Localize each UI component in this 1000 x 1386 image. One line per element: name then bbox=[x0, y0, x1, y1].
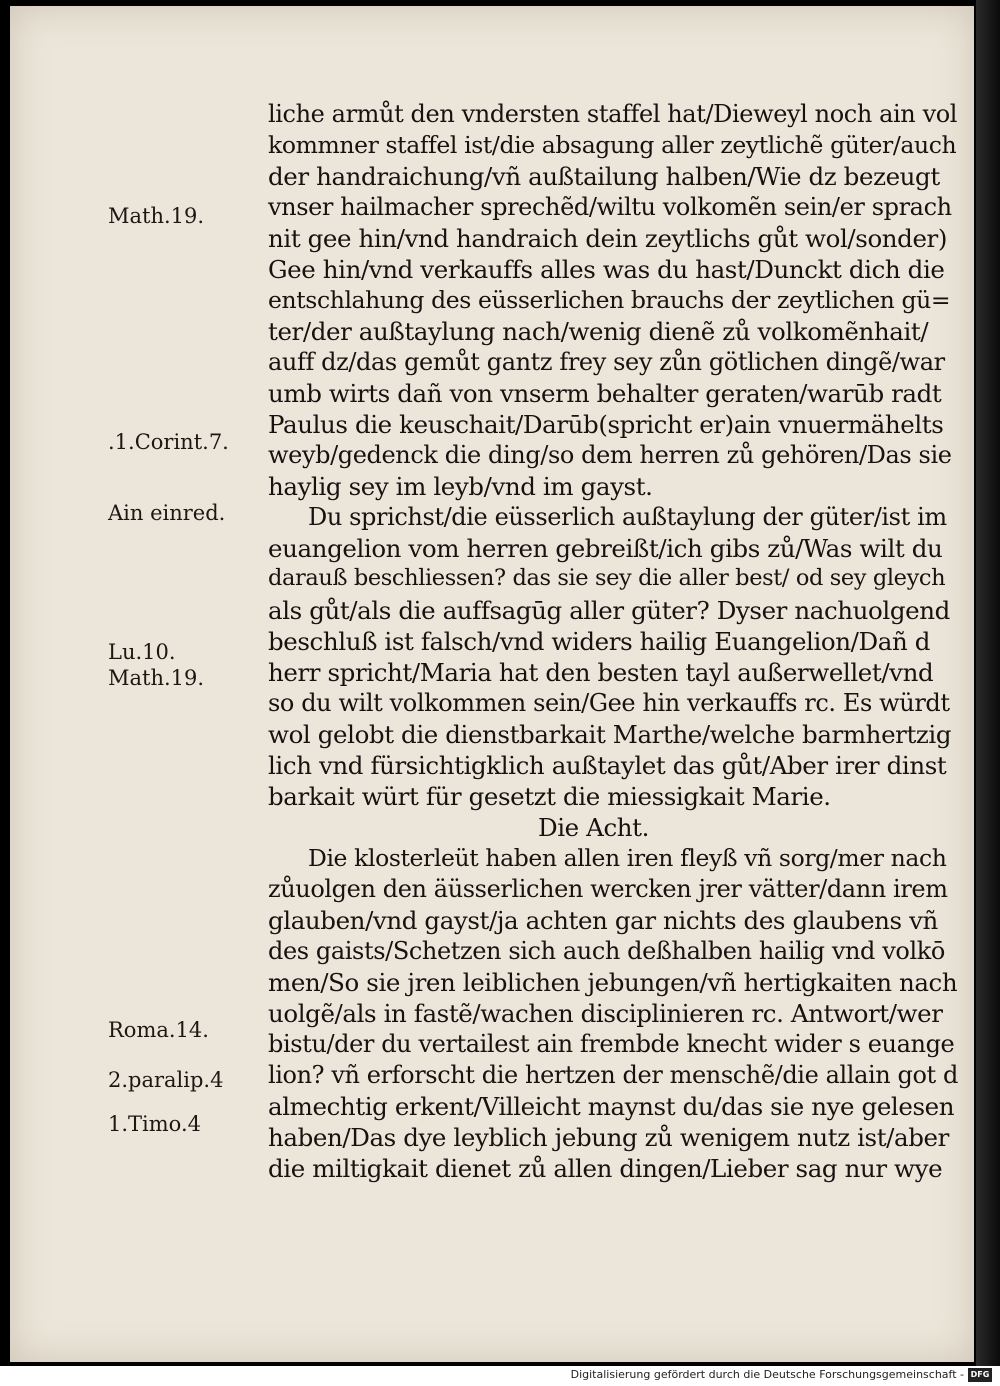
text-line: ter/der außtaylung nach/wenig dienẽ zů volkomẽnhait/ bbox=[268, 317, 929, 346]
book-page bbox=[10, 6, 974, 1362]
text-line: umb wirts dañ von vnserm behalter geraten/warūb radt bbox=[268, 379, 942, 408]
text-line: so du wilt volkommen sein/Gee hin verkauffs rc. Es würdt bbox=[268, 689, 950, 717]
text-line: bistu/der du vertailest ain frembde knecht wider s euange bbox=[268, 1030, 955, 1058]
text-line: liche armůt den vndersten staffel hat/Dieweyl noch ain vol bbox=[268, 100, 958, 128]
text-line: Du sprichst/die eüsserlich außtaylung der güter/ist im bbox=[308, 503, 947, 531]
text-line: die miltigkait dienet zů allen dingen/Lieber sag nur wye bbox=[268, 1154, 943, 1183]
margin-note: Lu.10. bbox=[108, 640, 176, 664]
margin-note: .1.Corint.7. bbox=[108, 430, 229, 454]
margin-note: Math.19. bbox=[108, 666, 205, 690]
text-line: auff dz/das gemůt gantz frey sey zůn götlichen dingẽ/war bbox=[268, 348, 945, 376]
text-line: barkait würt für gesetzt die miessigkait Marie. bbox=[268, 782, 831, 811]
text-line: men/So sie jren leiblichen jebungen/vñ hertigkaiten nach bbox=[268, 968, 958, 997]
text-line: lich vnd fürsichtigklich außtaylet das gůt/Aber irer dinst bbox=[268, 751, 947, 780]
text-line: nit gee hin/vnd handraich dein zeytlichs gůt wol/sonder) bbox=[268, 224, 948, 253]
text-line: Die klosterleüt haben allen iren fleyß vñ sorg/mer nach bbox=[308, 844, 947, 872]
text-line: haylig sey im leyb/vnd im gayst. bbox=[268, 472, 653, 501]
text-line: als gůt/als die auffsagūg aller güter? Dyser nachuolgend bbox=[268, 596, 950, 625]
text-line: almechtig erkent/Villeicht maynst du/das sie nye gelesen bbox=[268, 1092, 955, 1121]
margin-note: 1.Timo.4 bbox=[108, 1112, 201, 1136]
margin-note: 2.paralip.4 bbox=[108, 1068, 224, 1092]
text-line: der handraichung/vñ außtailung halben/Wie dz bezeugt bbox=[268, 162, 940, 191]
text-line: Gee hin/vnd verkauffs alles was du hast/Dunckt dich die bbox=[268, 255, 945, 284]
text-line: herr spricht/Maria hat den besten tayl außerwellet/vnd bbox=[268, 658, 934, 687]
text-line: darauß beschliessen? das sie sey die aller best/ od sey gleych bbox=[268, 565, 946, 591]
text-line: glauben/vnd gayst/ja achten gar nichts des glaubens vñ bbox=[268, 906, 938, 935]
scan-edge bbox=[976, 0, 1000, 1366]
text-line: Paulus die keuschait/Darūb(spricht er)ain vnuermähelts bbox=[268, 410, 944, 439]
text-line: lion? vñ erforscht die hertzen der menschẽ/die allain got d bbox=[268, 1061, 958, 1089]
section-heading: Die Acht. bbox=[538, 813, 649, 842]
margin-note: Roma.14. bbox=[108, 1018, 209, 1042]
margin-note: Math.19. bbox=[108, 204, 205, 228]
margin-note: Ain einred. bbox=[108, 501, 226, 525]
footer-bar bbox=[0, 1366, 1000, 1386]
text-line: zůuolgen den äüsserlichen wercken jrer vätter/dann irem bbox=[268, 875, 948, 903]
text-line: euangelion vom herren gebreißt/ich gibs zů/Was wilt du bbox=[268, 534, 943, 563]
funding-notice: Digitalisierung gefördert durch die Deutsche Forschungsgemeinschaft - bbox=[570, 1368, 964, 1381]
text-line: wol gelobt die dienstbarkait Marthe/welche barmhertzig bbox=[268, 720, 952, 749]
text-line: beschluß ist falsch/vnd widers hailig Euangelion/Dañ d bbox=[268, 627, 931, 656]
text-line: vnser hailmacher sprechẽd/wiltu volkomẽn sein/er sprach bbox=[268, 193, 952, 221]
text-line: kommner staffel ist/die absagung aller zeytlichẽ güter/auch bbox=[268, 131, 957, 159]
text-line: entschlahung des eüsserlichen brauchs der zeytlichen gü= bbox=[268, 286, 951, 314]
text-line: uolgẽ/als in fastẽ/wachen disciplinieren rc. Antwort/wer bbox=[268, 999, 943, 1028]
text-line: des gaists/Schetzen sich auch deßhalben hailig vnd volkō bbox=[268, 937, 945, 965]
text-line: haben/Das dye leyblich jebung zů wenigem nutz ist/aber bbox=[268, 1123, 949, 1152]
dfg-logo: DFG bbox=[968, 1368, 992, 1382]
text-line: weyb/gedenck die ding/so dem herren zů gehören/Das sie bbox=[268, 441, 952, 469]
